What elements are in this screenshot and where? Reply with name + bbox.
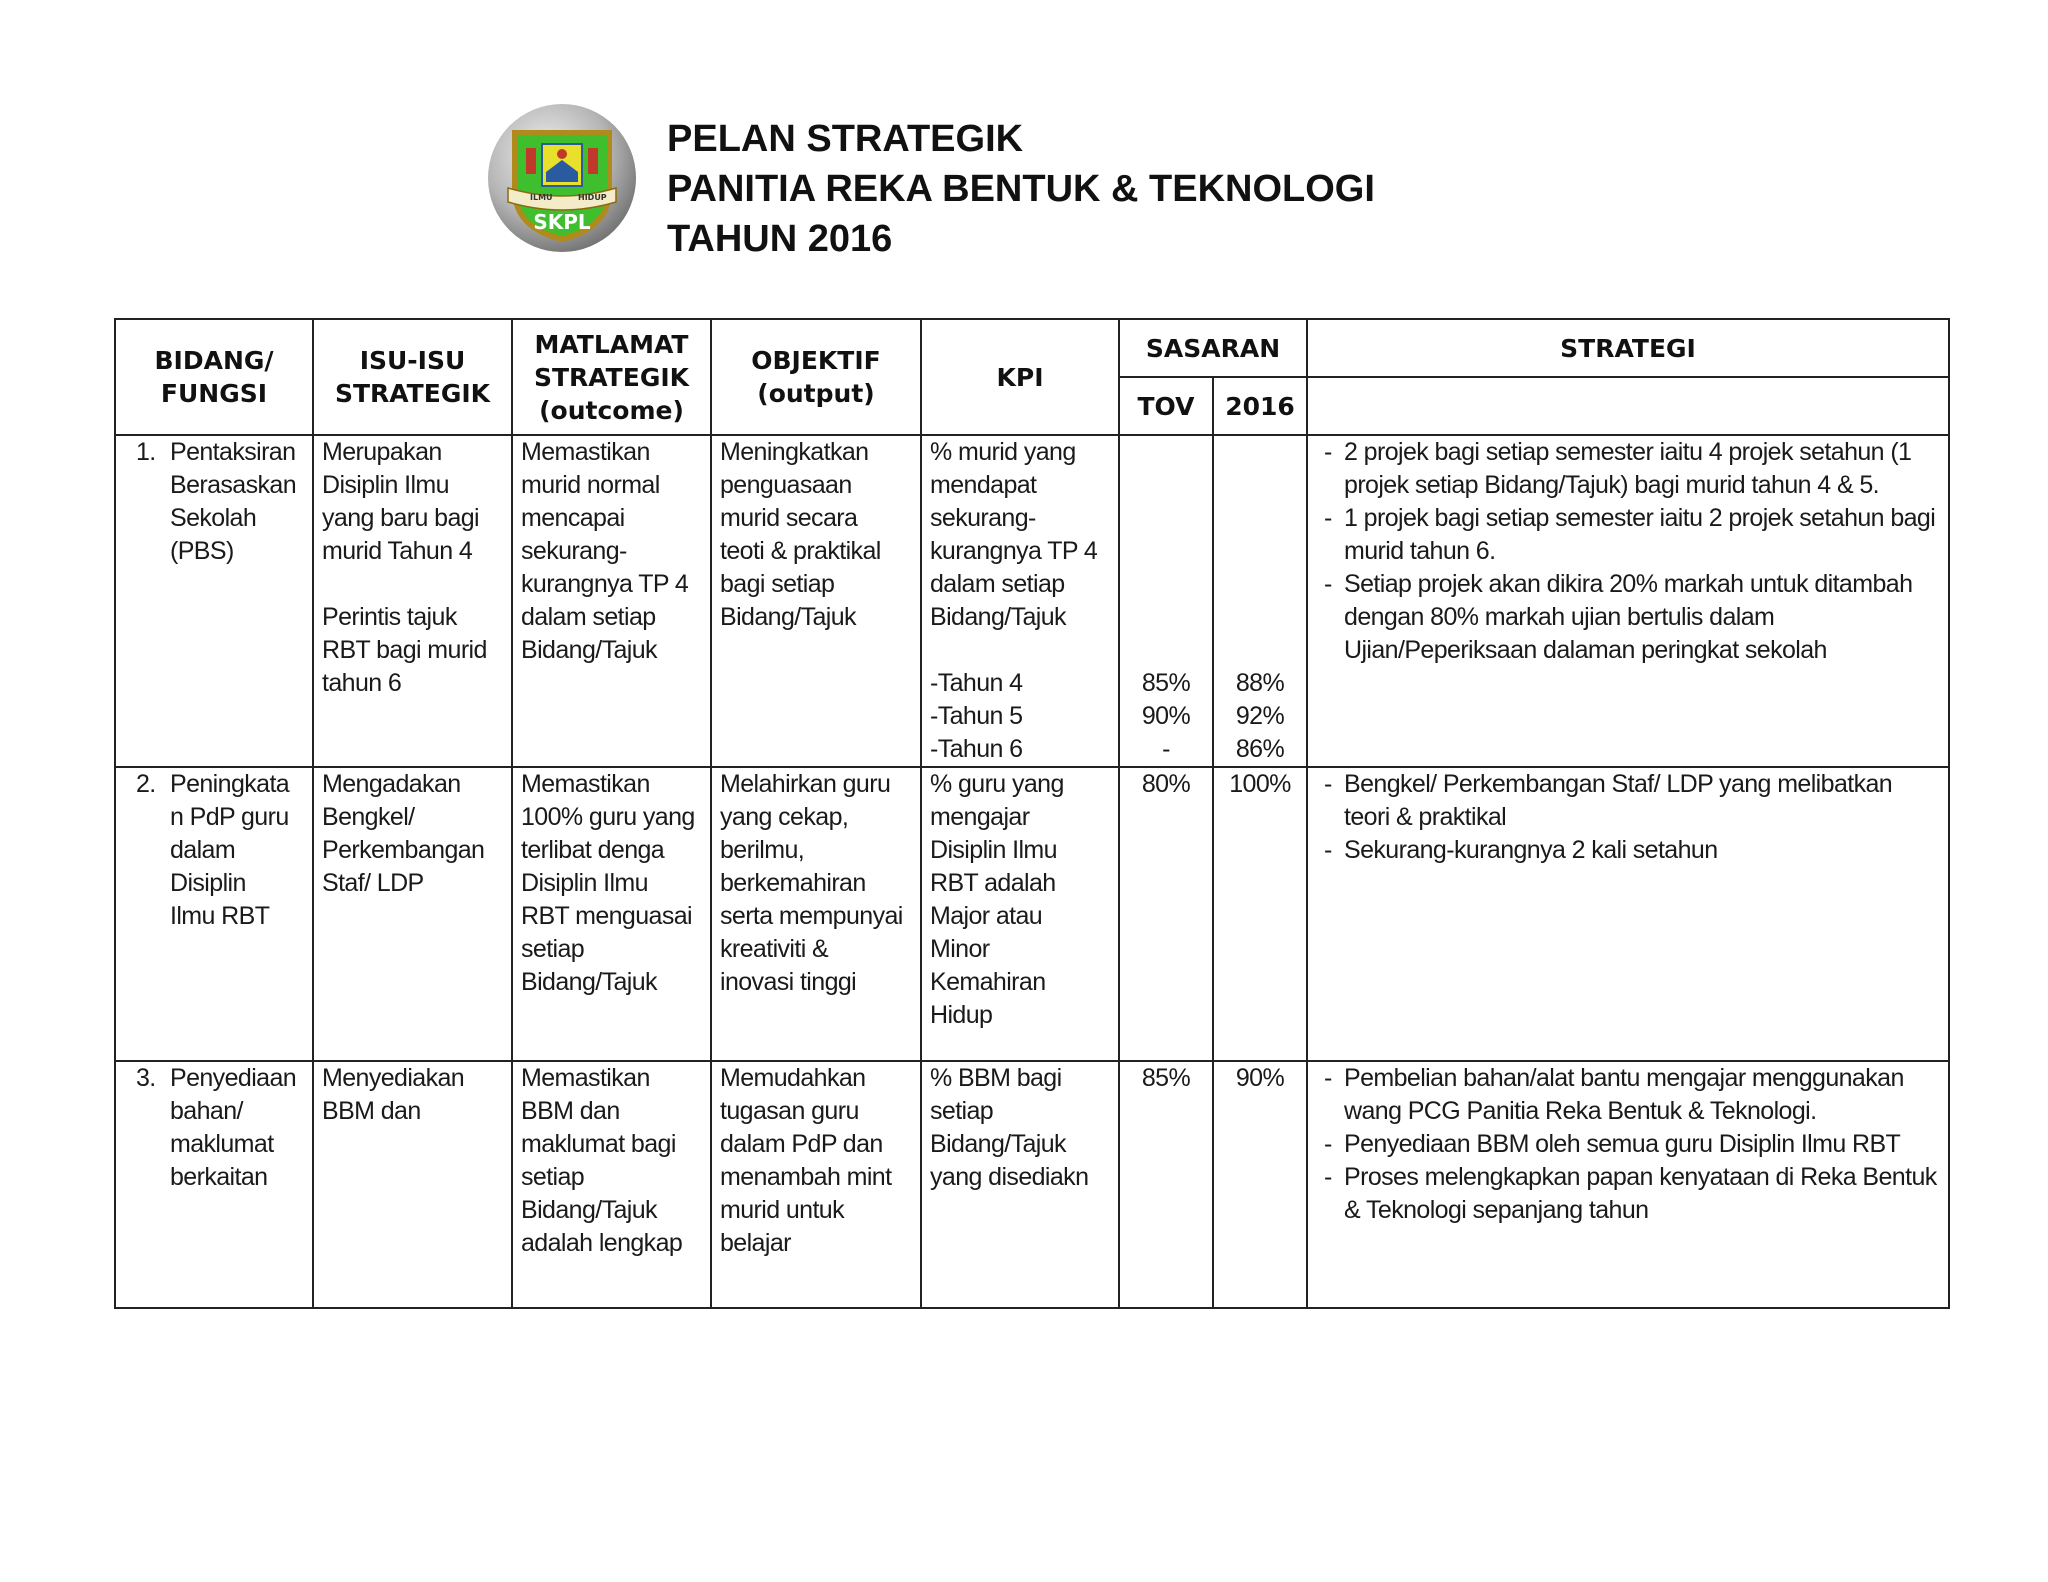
cell-matlamat: Memastikan BBM dan maklumat bagi setiap Bidang/Tajuk adalah lengkap [512,1061,711,1308]
row-number: 1. [136,438,156,466]
school-crest-icon [486,102,638,254]
header-strategi-blank [1307,377,1949,435]
strategi-list [1316,1062,1940,1227]
cell-bidang [115,435,313,767]
header-bidang: BIDANG/ FUNGSI [115,319,313,435]
strategi-item: - Sekurang-kurangnya 2 kali setahun [1324,834,1940,867]
strategi-item: - Bengkel/ Perkembangan Staf/ LDP yang melibatkan teori & praktikal [1324,768,1940,834]
cell-kpi: % BBM bagi setiap Bidang/Tajuk yang disediakn [921,1061,1119,1308]
cell-objektif: Melahirkan guru yang cekap, berilmu, berkemahiran serta mempunyai kreativiti & inovasi tinggi [711,767,921,1061]
cell-strategi [1307,1061,1949,1308]
table-row [115,767,1949,1061]
cell-strategi [1307,435,1949,767]
cell-tov: 85% [1119,1061,1213,1308]
school-logo [486,102,638,254]
bidang-text: Penyediaan bahan/ maklumat berkaitan [170,1064,297,1191]
strategi-item: - 2 projek bagi setiap semester iaitu 4 projek setahun (1 projek setiap Bidang/Tajuk) bagi murid tahun 4 & 5. [1324,436,1940,502]
bidang-text: Pentaksiran Berasaskan Sekolah (PBS) [170,438,297,565]
cell-bidang [115,1061,313,1308]
cell-target: 88% 92% 86% [1213,435,1307,767]
header-sasaran: SASARAN [1119,319,1307,377]
header-matlamat: MATLAMAT STRATEGIK (outcome) [512,319,711,435]
cell-objektif: Memudahkan tugasan guru dalam PdP dan menambah mint murid untuk belajar [711,1061,921,1308]
header-kpi: KPI [921,319,1119,435]
bidang-text: Peningkata n PdP guru dalam Disiplin Ilmu RBT [170,770,290,930]
table-row [115,1061,1949,1308]
strategi-item: - Penyediaan BBM oleh semua guru Disiplin Ilmu RBT [1324,1128,1940,1161]
page-title [667,114,1375,264]
cell-isu: Menyediakan BBM dan [313,1061,512,1308]
title-line-2: PANITIA REKA BENTUK & TEKNOLOGI [667,168,1375,210]
strategi-item: - Proses melengkapkan papan kenyataan di Reka Bentuk & Teknologi sepanjang tahun [1324,1161,1940,1227]
svg-text:HIDUP: HIDUP [578,193,607,202]
svg-text:SKPL: SKPL [533,210,591,234]
cell-strategi [1307,767,1949,1061]
header-year: 2016 [1213,377,1307,435]
strategi-item: - Setiap projek akan dikira 20% markah untuk ditambah dengan 80% markah ujian bertulis dalam Ujian/Peperiksaan dalaman peringkat sekolah [1324,568,1940,667]
cell-tov: 85% 90% - [1119,435,1213,767]
cell-matlamat: Memastikan murid normal mencapai sekurang- kurangnya TP 4 dalam setiap Bidang/Tajuk [512,435,711,767]
row-number: 3. [136,1064,156,1092]
svg-text:ILMU: ILMU [530,193,553,202]
title-line-3: TAHUN 2016 [667,218,893,260]
cell-kpi: % guru yang mengajar Disiplin Ilmu RBT adalah Major atau Minor Kemahiran Hidup [921,767,1119,1061]
cell-isu: Merupakan Disiplin Ilmu yang baru bagi murid Tahun 4 Perintis tajuk RBT bagi murid tahun 6 [313,435,512,767]
header-isu: ISU-ISU STRATEGIK [313,319,512,435]
cell-kpi: % murid yang mendapat sekurang- kurangnya TP 4 dalam setiap Bidang/Tajuk -Tahun 4 -Tahun 5 -Tahun 6 [921,435,1119,767]
cell-target: 100% [1213,767,1307,1061]
header-strategi: STRATEGI [1307,319,1949,377]
strategi-list [1316,436,1940,667]
strategi-item: - Pembelian bahan/alat bantu mengajar menggunakan wang PCG Panitia Reka Bentuk & Teknologi. [1324,1062,1940,1128]
header-objektif: OBJEKTIF (output) [711,319,921,435]
cell-matlamat: Memastikan 100% guru yang terlibat denga Disiplin Ilmu RBT menguasai setiap Bidang/Tajuk [512,767,711,1061]
cell-bidang [115,767,313,1061]
cell-objektif: Meningkatkan penguasaan murid secara teoti & praktikal bagi setiap Bidang/Tajuk [711,435,921,767]
cell-tov: 80% [1119,767,1213,1061]
cell-target: 90% [1213,1061,1307,1308]
table-row [115,435,1949,767]
cell-isu: Mengadakan Bengkel/ Perkembangan Staf/ LDP [313,767,512,1061]
strategi-item: - 1 projek bagi setiap semester iaitu 2 projek setahun bagi murid tahun 6. [1324,502,1940,568]
title-line-1: PELAN STRATEGIK [667,118,1024,160]
strategic-plan-table [114,318,1950,1309]
row-number: 2. [136,770,156,798]
header-tov: TOV [1119,377,1213,435]
strategi-list [1316,768,1940,867]
